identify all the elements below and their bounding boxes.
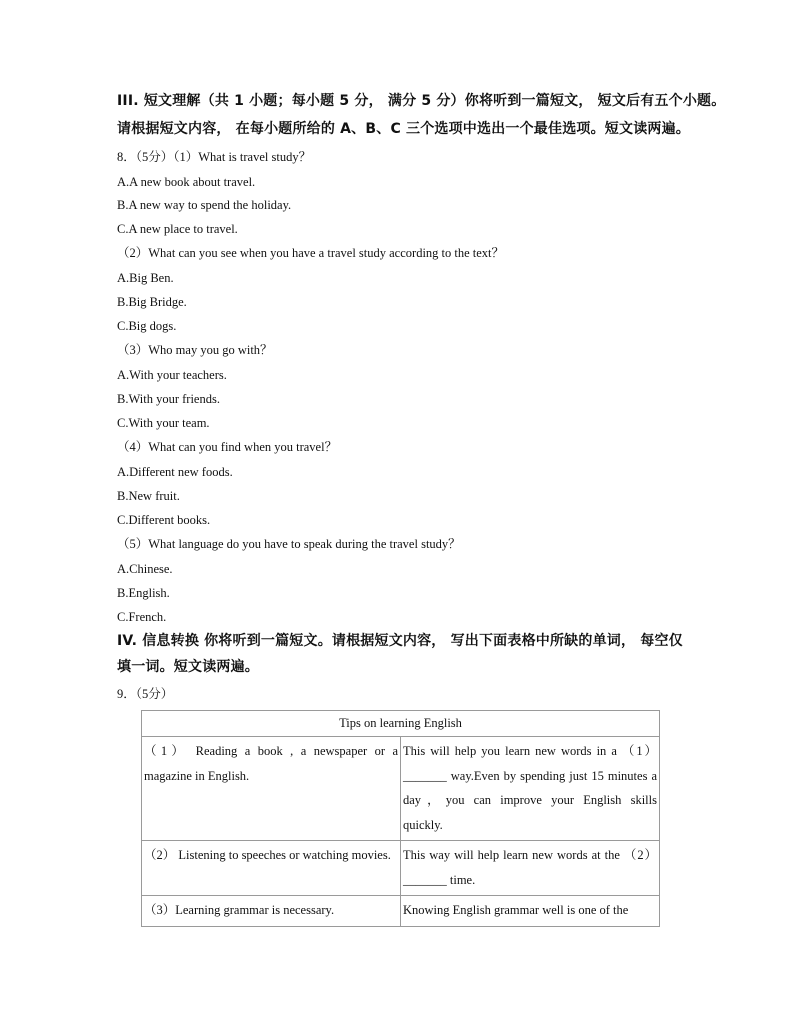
table-cell-explanation: This way will help learn new words at the （2）_______ time. <box>401 841 660 896</box>
question-9-header: 9．（5分） <box>117 687 174 701</box>
q5-option-b: B.English. <box>117 586 170 600</box>
tips-table <box>141 710 660 927</box>
table-cell-explanation: This will help you learn new words in a （1）_______ way.Even by spending just 15 minutes a day，you can improve your English skills quickly. <box>401 737 660 841</box>
table-cell-tip: （2） Listening to speeches or watching movies. <box>142 841 401 896</box>
table-row <box>142 841 660 896</box>
table-row <box>142 737 660 841</box>
q1-option-a: A.A new book about travel. <box>117 175 256 189</box>
question-3: （3）Who may you go with？ <box>117 343 273 357</box>
table-cell-tip: （1） Reading a book , a newspaper or a magazine in English. <box>142 737 401 841</box>
q3-option-c: C.With your team. <box>117 416 210 430</box>
q2-option-a: A.Big Ben. <box>117 271 174 285</box>
q3-option-a: A.With your teachers. <box>117 368 227 382</box>
question-5: （5）What language do you have to speak during the travel study？ <box>117 537 461 551</box>
question-2: （2）What can you see when you have a travel study according to the text？ <box>117 246 505 260</box>
section-3-heading-line-2: 请根据短文内容， 在每小题所给的 A、B、C 三个选项中选出一个最佳选项。短文读两遍。 <box>117 121 690 137</box>
table-row <box>142 896 660 927</box>
section-3-heading-line-1: III. 短文理解（共 1 小题；每小题 5 分， 满分 5 分）你将听到一篇短文， 短文后有五个小题。 <box>117 93 726 109</box>
q1-option-c: C.A new place to travel. <box>117 222 238 236</box>
section-4-heading-line-2: 填一词。短文读两遍。 <box>117 659 259 675</box>
question-4: （4）What can you find when you travel？ <box>117 440 338 454</box>
q5-option-c: C.French. <box>117 610 167 624</box>
table-cell-tip: （3）Learning grammar is necessary. <box>142 896 401 927</box>
q2-option-c: C.Big dogs. <box>117 319 177 333</box>
q1-option-b: B.A new way to spend the holiday. <box>117 198 292 212</box>
table-title-row <box>142 711 660 737</box>
table-cell-explanation: Knowing English grammar well is one of the <box>401 896 660 927</box>
section-4-heading-line-1: IV. 信息转换 你将听到一篇短文。请根据短文内容， 写出下面表格中所缺的单词， 每空仅 <box>117 633 683 649</box>
q4-option-c: C.Different books. <box>117 513 211 527</box>
table-title: Tips on learning English <box>142 711 660 737</box>
question-8-header: 8．（5分）（1）What is travel study？ <box>117 150 312 164</box>
q2-option-b: B.Big Bridge. <box>117 295 187 309</box>
q3-option-b: B.With your friends. <box>117 392 220 406</box>
q5-option-a: A.Chinese. <box>117 562 173 576</box>
q4-option-a: A.Different new foods. <box>117 465 233 479</box>
q4-option-b: B.New fruit. <box>117 489 180 503</box>
